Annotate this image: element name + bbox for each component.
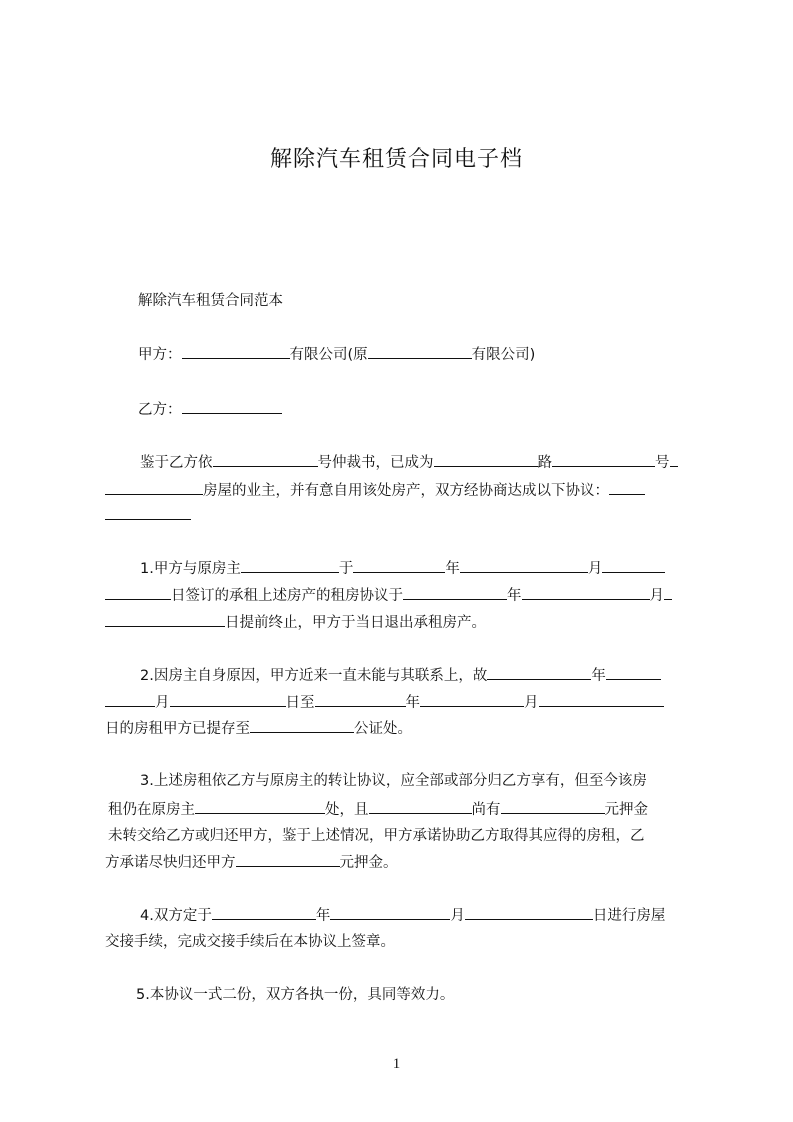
blank: [105, 505, 191, 520]
text: 租仍在原房主: [108, 802, 195, 818]
blank: [250, 718, 354, 733]
text: 号仲裁书，已成为: [317, 455, 434, 471]
preamble-line-1: [140, 452, 678, 473]
text: 月: [155, 695, 170, 711]
blank: [487, 665, 591, 680]
blank: [434, 452, 538, 467]
blank: [602, 558, 665, 573]
blank: [195, 799, 325, 814]
text: 于: [338, 561, 354, 577]
text: 1.甲方与原房主: [140, 561, 241, 577]
blank: [539, 692, 664, 707]
text: 方承诺尽快归还甲方: [105, 855, 236, 871]
blank: [330, 905, 450, 920]
blank: [182, 344, 290, 359]
blank: [105, 692, 155, 707]
clause-4-line-2: [105, 932, 395, 952]
blank: [105, 612, 225, 627]
blank: [403, 585, 507, 600]
document-title: 解除汽车租赁合同电子档: [269, 147, 523, 172]
clause-2-line-1: [140, 665, 661, 686]
clause-3-line-1: [140, 771, 647, 791]
party-a-line: [138, 344, 535, 365]
text: 月: [524, 695, 539, 711]
text: 有限公司): [471, 347, 536, 363]
page-number: 1: [392, 1056, 401, 1072]
text: 5.本协议一式二份，双方各执一份，具同等效力。: [136, 987, 455, 1003]
party-b-line: [138, 399, 282, 420]
blank: [501, 799, 605, 814]
clause-1-line-3: [105, 612, 486, 633]
text: 4.双方定于: [140, 908, 212, 924]
text: 年: [591, 668, 606, 684]
text: 公证处。: [354, 721, 412, 737]
text: 月: [649, 588, 664, 604]
text: 未转交给乙方或归还甲方，鉴于上述情况，甲方承诺协助乙方取得其应得的房租，乙: [108, 828, 645, 844]
blank: [236, 852, 340, 867]
text: 年: [507, 588, 522, 604]
text: 号: [655, 455, 670, 471]
blank: [609, 480, 645, 495]
text: 月: [587, 561, 603, 577]
text: 3.上述房租依乙方与原房主的转让协议，应全部或部分归乙方享有，但至今该房: [140, 773, 647, 789]
blank: [353, 558, 445, 573]
text: 日提前终止，甲方于当日退出承租房产。: [225, 615, 486, 631]
blank: [241, 558, 339, 573]
clause-2-line-2: [105, 692, 664, 713]
blank: [670, 452, 678, 467]
clause-3-line-4: [105, 852, 398, 873]
blank: [522, 585, 650, 600]
text: 尚有: [471, 802, 501, 818]
clause-1-line-2: [105, 585, 672, 606]
clause-4-line-1: [140, 905, 665, 926]
clause-2-line-3: [105, 718, 412, 739]
preamble-line-2: [105, 480, 645, 501]
text: 年: [445, 561, 460, 577]
blank: [105, 585, 171, 600]
contract-subtitle: 解除汽车租赁合同范本: [138, 293, 283, 309]
text: 房屋的业主，并有意自用该处房产，双方经协商达成以下协议：: [203, 483, 609, 499]
text: 元押金: [604, 802, 648, 818]
text: 月: [450, 908, 465, 924]
party-b-label: 乙方：: [138, 402, 182, 418]
text: 日的房租甲方已提存至: [105, 721, 250, 737]
text: 日至: [285, 695, 315, 711]
blank: [552, 452, 655, 467]
blank: [606, 665, 661, 680]
text: 日签订的承租上述房产的租房协议于: [171, 588, 403, 604]
clause-5-line: [136, 985, 454, 1005]
blank: [465, 905, 593, 920]
party-a-label: 甲方：: [138, 347, 182, 363]
blank: [369, 799, 472, 814]
text: 有限公司(原: [289, 347, 368, 363]
clause-3-line-2: [108, 799, 648, 820]
text: 年: [405, 695, 420, 711]
blank: [212, 905, 316, 920]
clause-3-line-3: [108, 826, 645, 846]
blank: [368, 344, 472, 359]
text: 处，且: [325, 802, 369, 818]
text: 路: [537, 455, 552, 471]
text: 日进行房屋: [592, 908, 666, 924]
blank: [213, 452, 318, 467]
blank: [420, 692, 524, 707]
blank: [664, 585, 672, 600]
blank: [182, 399, 282, 414]
preamble-line-3: [105, 505, 191, 526]
clause-1-line-1: [140, 558, 665, 579]
blank: [315, 692, 406, 707]
text: 交接手续，完成交接手续后在本协议上签章。: [105, 934, 395, 950]
blank: [460, 558, 588, 573]
blank: [105, 480, 203, 495]
text: 年: [315, 908, 331, 924]
blank: [170, 692, 286, 707]
text: 元押金。: [339, 855, 398, 871]
text: 鉴于乙方依: [140, 455, 213, 471]
text: 2.因房主自身原因，甲方近来一直未能与其联系上，故: [140, 668, 488, 684]
